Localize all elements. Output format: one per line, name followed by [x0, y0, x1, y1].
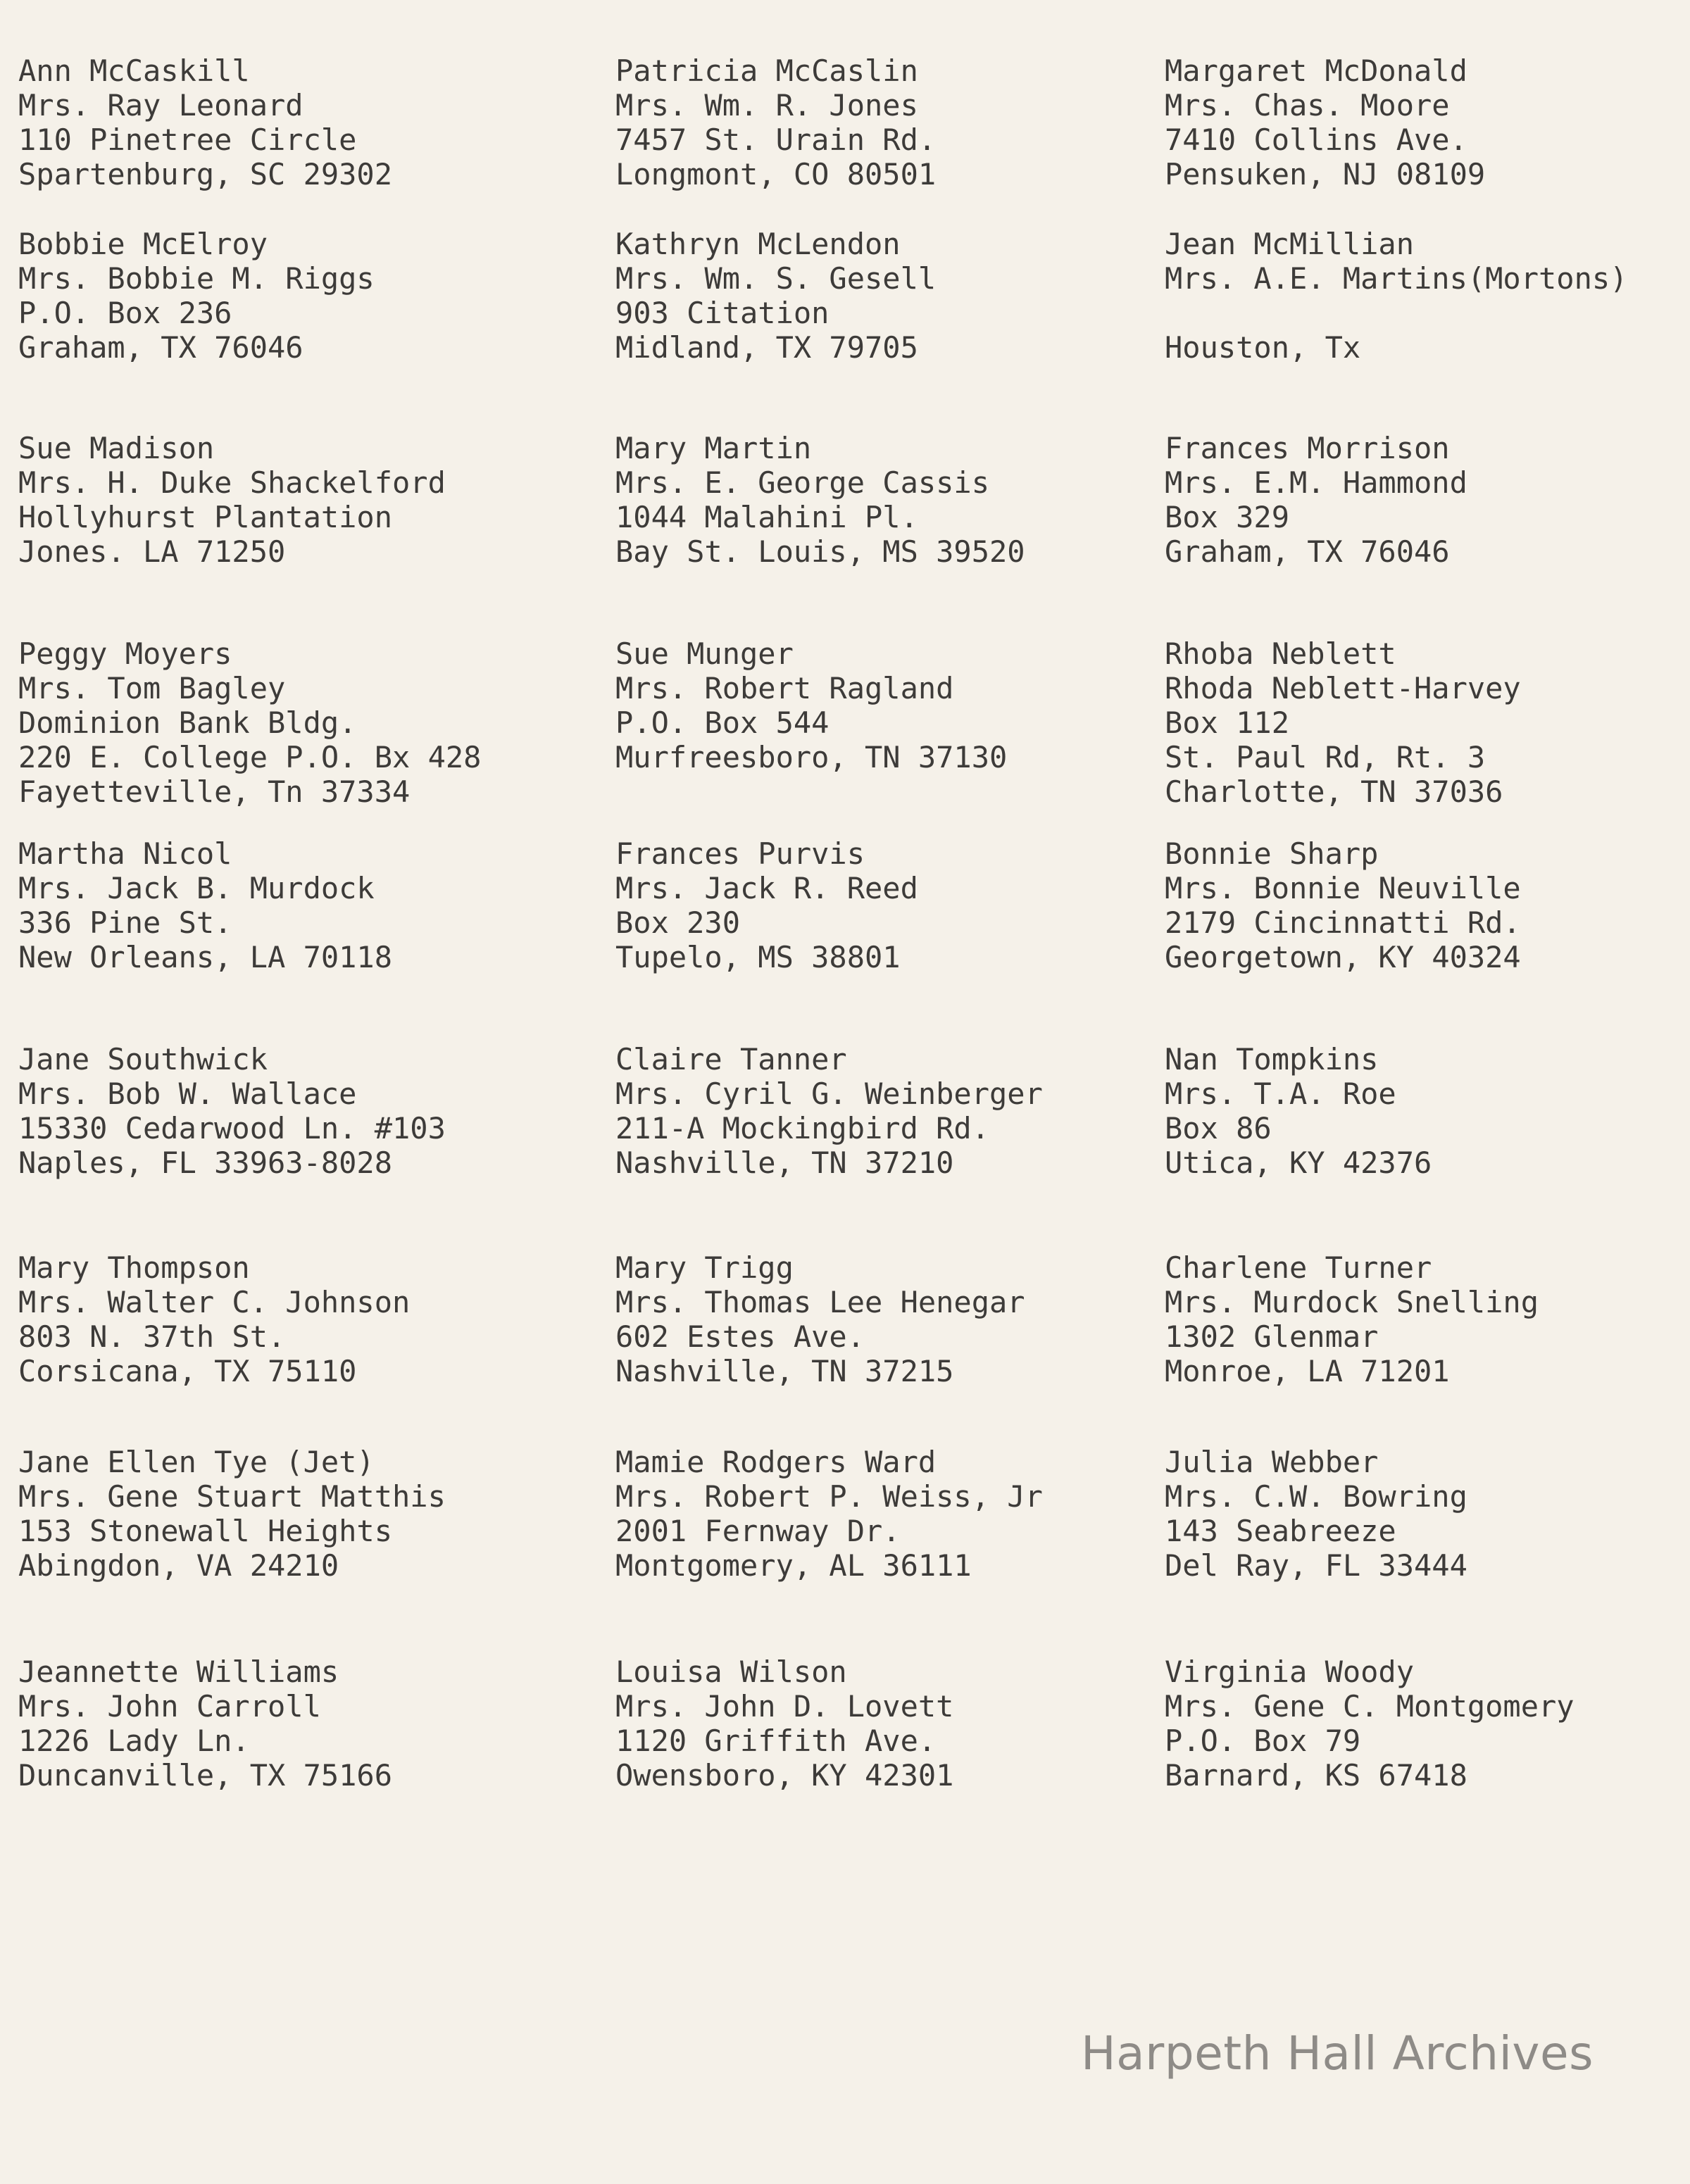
entry-line: Mrs. Tom Bagley — [18, 671, 286, 705]
entry-line: Mrs. John D. Lovett — [615, 1689, 954, 1724]
entry-line: Mrs. John Carroll — [18, 1689, 321, 1724]
entry-line: Mrs. Ray Leonard — [18, 88, 303, 123]
entry-line: Bay St. Louis, MS 39520 — [615, 534, 1025, 569]
entry-line: Mrs. Murdock Snelling — [1165, 1285, 1539, 1319]
address-entry — [18, 1655, 392, 1793]
address-entry — [615, 431, 1025, 569]
entry-name: Sue Madison — [18, 431, 215, 465]
address-entry — [1165, 1655, 1575, 1793]
entry-line: 15330 Cedarwood Ln. #103 — [18, 1111, 446, 1146]
entry-line: Mrs. Wm. R. Jones — [615, 88, 918, 123]
entry-name: Jean McMillian — [1165, 227, 1415, 261]
entry-line: Longmont, CO 80501 — [615, 157, 937, 192]
entry-line: Nashville, TN 37210 — [615, 1146, 954, 1180]
entry-name: Mary Thompson — [18, 1250, 250, 1285]
entry-name: Louisa Wilson — [615, 1655, 847, 1689]
entry-line: Utica, KY 42376 — [1165, 1146, 1432, 1180]
entry-line: Mrs. Gene C. Montgomery — [1165, 1689, 1575, 1724]
entry-line: 211-A Mockingbird Rd. — [615, 1111, 990, 1146]
entry-line: P.O. Box 544 — [615, 705, 830, 740]
entry-line: Owensboro, KY 42301 — [615, 1758, 954, 1793]
address-entry — [18, 1445, 446, 1583]
entry-line: Mrs. Cyril G. Weinberger — [615, 1077, 1043, 1111]
address-entry — [1165, 636, 1521, 809]
entry-name: Frances Purvis — [615, 836, 865, 871]
entry-line: Mrs. Jack B. Murdock — [18, 871, 375, 905]
entry-line: 1044 Malahini Pl. — [615, 500, 918, 534]
entry-name: Kathryn McLendon — [615, 227, 901, 261]
entry-line: Houston, Tx — [1165, 330, 1361, 365]
entry-line: Box 329 — [1165, 500, 1290, 534]
address-entry — [615, 1042, 1043, 1180]
address-entry — [1165, 1445, 1467, 1583]
entry-line: Graham, TX 76046 — [1165, 534, 1450, 569]
entry-name: Julia Webber — [1165, 1445, 1379, 1479]
entry-name: Patricia McCaslin — [615, 54, 918, 88]
entry-line: Box 86 — [1165, 1111, 1272, 1146]
entry-line: Mrs. E. George Cassis — [615, 465, 990, 500]
address-entry — [1165, 836, 1521, 974]
entry-line: 143 Seabreeze — [1165, 1514, 1396, 1548]
entry-line: Del Ray, FL 33444 — [1165, 1548, 1467, 1583]
entry-line: Barnard, KS 67418 — [1165, 1758, 1467, 1793]
address-entry — [1165, 1042, 1432, 1180]
entry-name: Peggy Moyers — [18, 636, 232, 671]
entry-line: Mrs. C.W. Bowring — [1165, 1479, 1467, 1514]
entry-line: Tupelo, MS 38801 — [615, 940, 901, 974]
entry-line: P.O. Box 236 — [18, 296, 232, 330]
entry-name: Martha Nicol — [18, 836, 232, 871]
entry-line: Midland, TX 79705 — [615, 330, 918, 365]
entry-name: Mary Martin — [615, 431, 812, 465]
entry-line: Duncanville, TX 75166 — [18, 1758, 393, 1793]
address-entry — [1165, 54, 1485, 192]
entry-name: Charlene Turner — [1165, 1250, 1432, 1285]
address-entry — [1165, 1250, 1539, 1388]
entry-line: 7410 Collins Ave. — [1165, 123, 1467, 157]
entry-line: Mrs. Gene Stuart Matthis — [18, 1479, 446, 1514]
entry-line: 2179 Cincinnatti Rd. — [1165, 905, 1521, 940]
entry-line: Graham, TX 76046 — [18, 330, 303, 365]
address-entry — [615, 1655, 953, 1793]
address-entry — [1165, 431, 1467, 569]
entry-line: Mrs. Jack R. Reed — [615, 871, 918, 905]
entry-line: Pensuken, NJ 08109 — [1165, 157, 1486, 192]
entry-line: 803 N. 37th St. — [18, 1319, 286, 1354]
entry-line: Hollyhurst Plantation — [18, 500, 393, 534]
entry-name: Margaret McDonald — [1165, 54, 1467, 88]
address-entry — [1165, 227, 1627, 365]
entry-line: Georgetown, KY 40324 — [1165, 940, 1521, 974]
archive-watermark: Harpeth Hall Archives — [1081, 2026, 1594, 2081]
entry-line: Fayetteville, Tn 37334 — [18, 774, 411, 809]
entry-name: Rhoba Neblett — [1165, 636, 1396, 671]
entry-line: 110 Pinetree Circle — [18, 123, 357, 157]
address-entry — [18, 836, 392, 974]
address-entry — [18, 54, 392, 192]
entry-line: 7457 St. Urain Rd. — [615, 123, 937, 157]
entry-name: Jeannette Williams — [18, 1655, 339, 1689]
entry-line: St. Paul Rd, Rt. 3 — [1165, 740, 1486, 774]
address-entry — [615, 1445, 1043, 1583]
entry-line: 1226 Lady Ln. — [18, 1724, 250, 1758]
entry-line: Naples, FL 33963-8028 — [18, 1146, 393, 1180]
entry-line: 1302 Glenmar — [1165, 1319, 1379, 1354]
address-entry — [615, 54, 936, 192]
entry-line: Box 112 — [1165, 705, 1290, 740]
entry-name: Frances Morrison — [1165, 431, 1450, 465]
entry-line: 602 Estes Ave. — [615, 1319, 865, 1354]
entry-line: Mrs. Thomas Lee Henegar — [615, 1285, 1025, 1319]
entry-line: Mrs. Bonnie Neuville — [1165, 871, 1521, 905]
address-entry — [615, 636, 1007, 774]
address-entry — [615, 1250, 1025, 1388]
entry-line: Mrs. Wm. S. Gesell — [615, 261, 937, 296]
entry-line: Dominion Bank Bldg. — [18, 705, 357, 740]
entry-name: Mary Trigg — [615, 1250, 794, 1285]
entry-name: Virginia Woody — [1165, 1655, 1415, 1689]
entry-line: Mrs. E.M. Hammond — [1165, 465, 1467, 500]
address-entry — [18, 1042, 446, 1180]
entry-line: Monroe, LA 71201 — [1165, 1354, 1450, 1388]
address-entry — [18, 1250, 410, 1388]
entry-line: Mrs. T.A. Roe — [1165, 1077, 1396, 1111]
entry-line: Mrs. H. Duke Shackelford — [18, 465, 446, 500]
address-entry — [615, 836, 918, 974]
entry-line: Murfreesboro, TN 37130 — [615, 740, 1008, 774]
address-entry — [18, 636, 481, 809]
entry-line: Spartenburg, SC 29302 — [18, 157, 393, 192]
entry-name: Jane Ellen Tye (Jet) — [18, 1445, 375, 1479]
entry-line: Mrs. Chas. Moore — [1165, 88, 1450, 123]
entry-line: 336 Pine St. — [18, 905, 232, 940]
entry-line: Mrs. A.E. Martins(Mortons) — [1165, 261, 1628, 296]
entry-line: Box 230 — [615, 905, 741, 940]
entry-name: Bobbie McElroy — [18, 227, 268, 261]
entry-line: Charlotte, TN 37036 — [1165, 774, 1503, 809]
entry-line: P.O. Box 79 — [1165, 1724, 1361, 1758]
entry-line: Nashville, TN 37215 — [615, 1354, 954, 1388]
entry-line: Abingdon, VA 24210 — [18, 1548, 339, 1583]
entry-line: 903 Citation — [615, 296, 830, 330]
entry-line: Montgomery, AL 36111 — [615, 1548, 972, 1583]
address-entry — [615, 227, 936, 365]
address-entry — [18, 227, 375, 365]
entry-name: Claire Tanner — [615, 1042, 847, 1077]
entry-line — [1165, 296, 1627, 330]
entry-name: Mamie Rodgers Ward — [615, 1445, 937, 1479]
entry-line: Jones. LA 71250 — [18, 534, 286, 569]
entry-name: Nan Tompkins — [1165, 1042, 1379, 1077]
address-entry — [18, 431, 446, 569]
entry-line: 220 E. College P.O. Bx 428 — [18, 740, 482, 774]
entry-name: Ann McCaskill — [18, 54, 250, 88]
entry-line: 1120 Griffith Ave. — [615, 1724, 937, 1758]
entry-line: New Orleans, LA 70118 — [18, 940, 393, 974]
entry-line: 153 Stonewall Heights — [18, 1514, 393, 1548]
entry-name: Jane Southwick — [18, 1042, 268, 1077]
entry-line: 2001 Fernway Dr. — [615, 1514, 901, 1548]
entry-line: Rhoda Neblett-Harvey — [1165, 671, 1521, 705]
entry-line: Mrs. Walter C. Johnson — [18, 1285, 411, 1319]
entry-line: Mrs. Bob W. Wallace — [18, 1077, 357, 1111]
entry-line: Mrs. Bobbie M. Riggs — [18, 261, 375, 296]
entry-line: Mrs. Robert P. Weiss, Jr — [615, 1479, 1043, 1514]
entry-name: Sue Munger — [615, 636, 794, 671]
entry-name: Bonnie Sharp — [1165, 836, 1379, 871]
entry-line: Corsicana, TX 75110 — [18, 1354, 357, 1388]
entry-line: Mrs. Robert Ragland — [615, 671, 954, 705]
